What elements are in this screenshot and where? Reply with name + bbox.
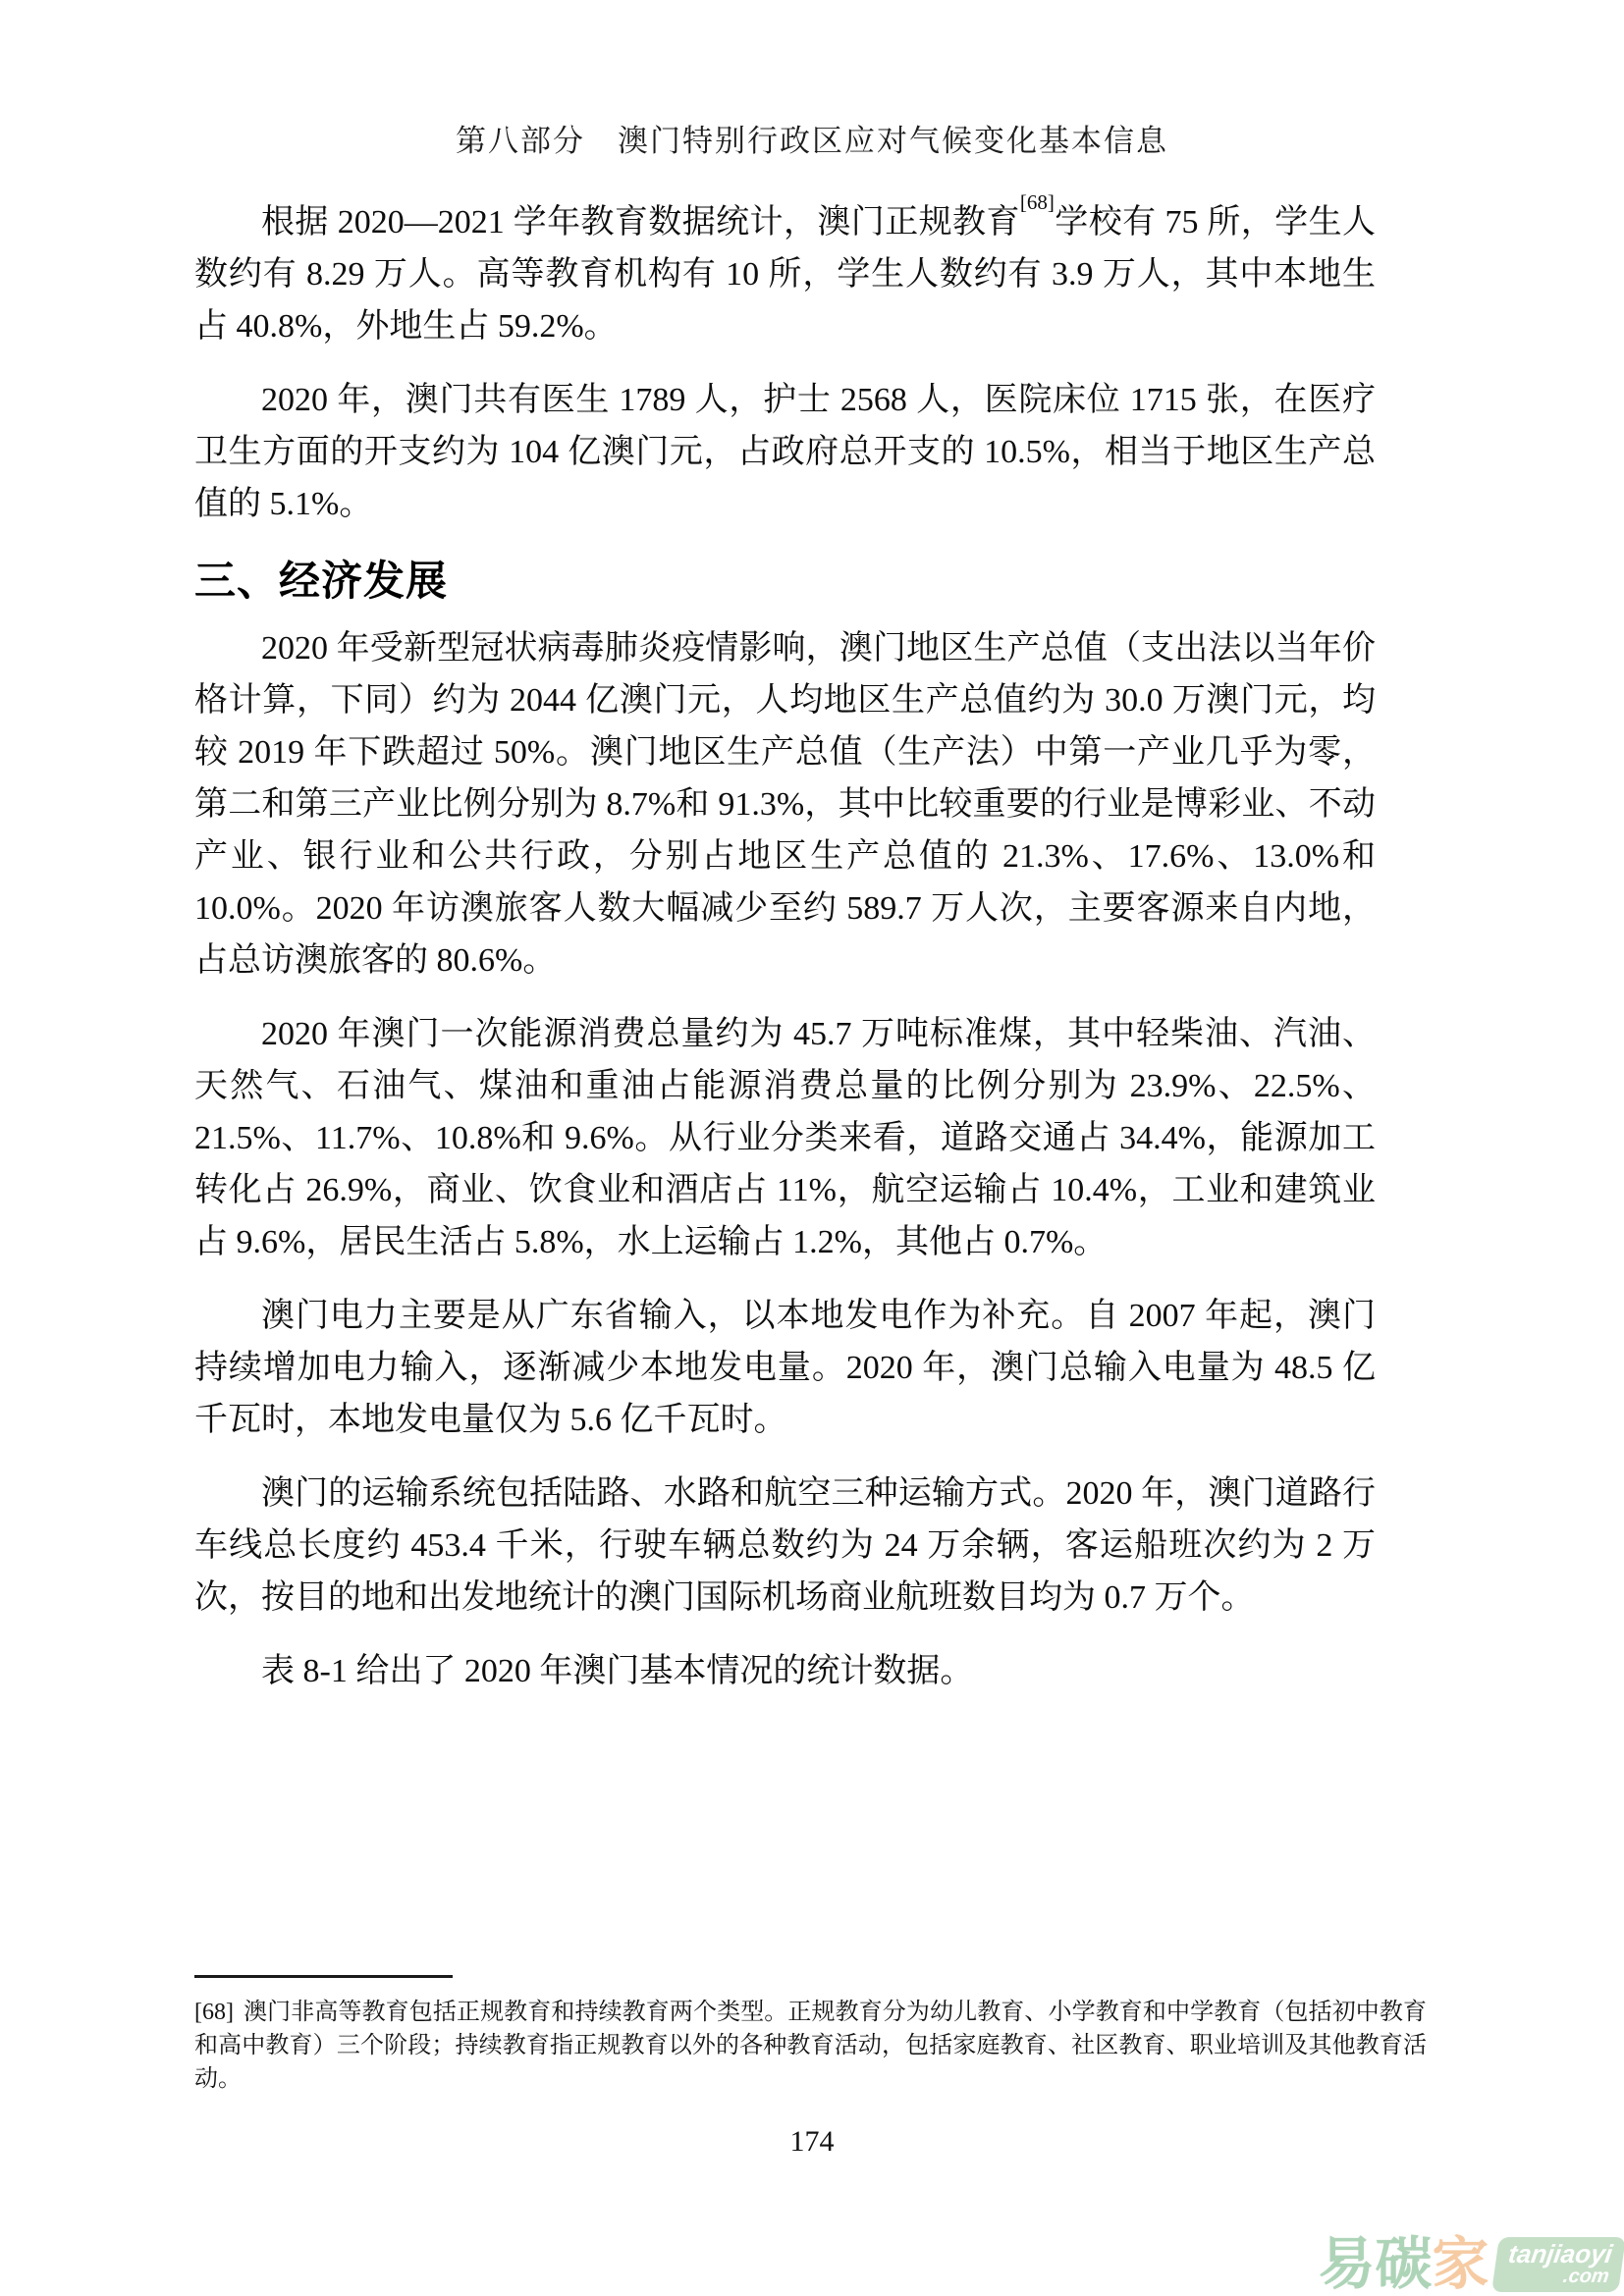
paragraph-gdp: 2020 年受新型冠状病毒肺炎疫情影响，澳门地区生产总值（支出法以当年价格计算，下同）约为 2044 亿澳门元，人均地区生产总值约为 30.0 万澳门元，均较 2019 年下跌超过 50%。澳门地区生产总值（生产法）中第一产业几乎为零，第二和第三产业比例分别为 8.7%和 91.3%，其中比较重要的行业是博彩业、不动产业、银行业和公共行政，分别占地区生产总值的 21.3%、17.6%、13.0%和 10.0%。2020 年访澳旅客人数大幅减少至约 589.7 万人次，主要客源来自内地，占总访澳旅客的 80.6%。 xyxy=(194,630,1376,979)
paragraph-electricity: 澳门电力主要是从广东省输入，以本地发电作为补充。自 2007 年起，澳门持续增加电力输入，逐渐减少本地发电量。2020 年，澳门总输入电量为 48.5 亿千瓦时，本地发电量仅为 5.6 亿千瓦时。 xyxy=(194,1298,1376,1438)
watermark-domain-box xyxy=(1491,2237,1624,2292)
paragraph-text: 学校有 75 所，学生人数约有 8.29 万人。高等教育机构有 10 所，学生人数约有 3.9 万人，其中本地生占 40.8%，外地生占 59.2%。 xyxy=(194,204,1377,345)
page-content xyxy=(194,190,1377,1719)
running-header: 第八部分 澳门特别行政区应对气候变化基本信息 xyxy=(456,124,1168,158)
footnote-area xyxy=(194,1975,1427,2096)
paragraph-transport: 澳门的运输系统包括陆路、水路和航空三种运输方式。2020 年，澳门道路行车线总长度约 453.4 千米，行驶车辆总数约为 24 万余辆，客运船班次约为 2 万次，按目的地和出发地统计的澳门国际机场商业航班数目均为 0.7 万个。 xyxy=(194,1475,1376,1616)
section-heading-economy: 三、经济发展 xyxy=(194,558,449,604)
footnote-marker: [68] xyxy=(194,2000,234,2025)
paragraph-table-reference: 表 8-1 给出了 2020 年澳门基本情况的统计数据。 xyxy=(261,1653,974,1689)
paragraph-energy: 2020 年澳门一次能源消费总量约为 45.7 万吨标准煤，其中轻柴油、汽油、天然气、石油气、煤油和重油占能源消费总量的比例分别为 23.9%、22.5%、21.5%、11.7%、10.8%和 9.6%。从行业分类来看，道路交通占 34.4%，能源加工转化占 26.9%，商业、饮食业和酒店占 11%，航空运输占 10.4%，工业和建筑业占 9.6%，居民生活占 5.8%，水上运输占 1.2%，其他占 0.7%。 xyxy=(194,1016,1376,1260)
watermark-char-tan: 碳 xyxy=(1375,2232,1433,2296)
footnote-ref-68: [68] xyxy=(1019,190,1055,215)
paragraph-education xyxy=(194,190,1377,352)
paragraph-text: 根据 2020—2021 学年教育数据统计，澳门正规教育 xyxy=(261,204,1020,240)
paragraph-healthcare: 2020 年，澳门共有医生 1789 人，护士 2568 人，医院床位 1715 张，在医疗卫生方面的开支约为 104 亿澳门元，占政府总开支的 10.5%，相当于地区生产总值的 5.1%。 xyxy=(194,382,1376,522)
watermark-logo xyxy=(1318,2232,1622,2296)
page-number: 174 xyxy=(789,2125,835,2158)
footnote-68 xyxy=(194,1996,1427,2096)
watermark-char-jia: 家 xyxy=(1432,2232,1489,2296)
watermark-char-yi: 易 xyxy=(1318,2232,1376,2296)
watermark-domain-name: tanjiaoyi xyxy=(1505,2239,1614,2269)
watermark-domain-tld: .com xyxy=(1561,2266,1610,2287)
footnote-separator xyxy=(194,1975,453,1978)
footnote-body-text: 澳门非高等教育包括正规教育和持续教育两个类型。正规教育分为幼儿教育、小学教育和中学教育（包括初中教育和高中教育）三个阶段；持续教育指正规教育以外的各种教育活动，包括家庭教育、社区教育、职业培训及其他教育活动。 xyxy=(194,2000,1427,2092)
